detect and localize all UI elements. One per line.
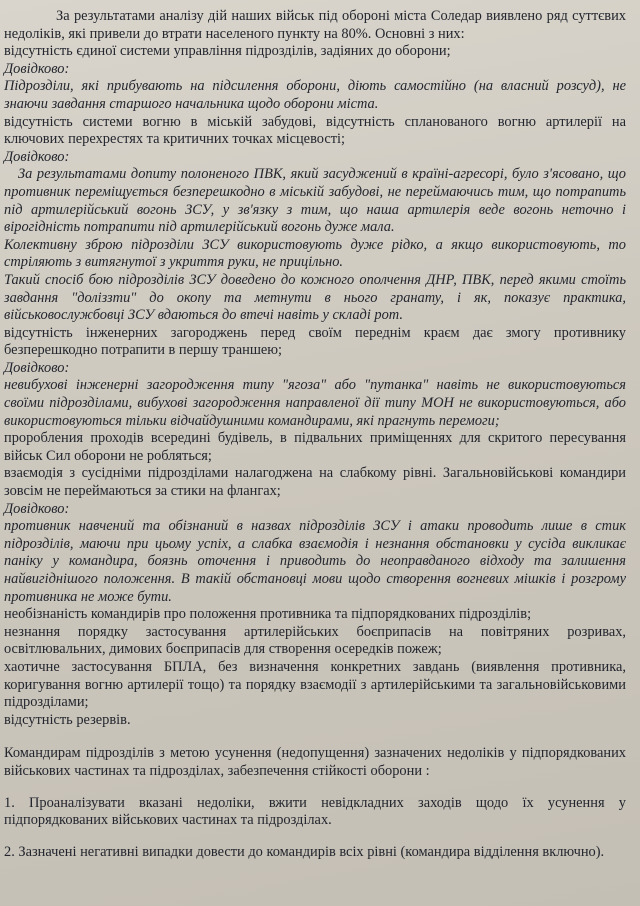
reference-note: противник навчений та обізнаний в назвах підрозділів ЗСУ і атаки проводить лише в стик підрозділів, маючи при цьому успіх, а слабка взаємодія і незнання обстановки у сусіда викликає паніку у командира, боязнь оточення і приводить до неоправданого відходу та залишення найвигіднішого положення. В такій обстановці мови щодо створення вогневих мішків і розгрому противника не може бути. — [4, 518, 626, 605]
reference-label: Довідково: — [4, 500, 70, 517]
deficiency-item: відсутність єдиної системи управління підрозділів, задіяних до оборони; — [4, 43, 451, 60]
deficiency-item: незнання порядку застосування артилерійських боєприпасів на повітряних розривах, освітлювальних, димових боєприпасів для створення осередків пожеж; — [4, 623, 626, 658]
deficiency-item: відсутність системи вогню в міській забудові, відсутність спланованого вогню артилерії на ключових перехрестях та критичних точках місцевості; — [4, 113, 626, 148]
deficiency-item: відсутність інженерних загороджень перед своїм переднім краєм дає змогу противнику безперешкодно потрапити в першу траншею; — [4, 324, 626, 359]
intro-paragraph: За результатами аналізу дій наших військ під обороні міста Соледар виявлено ряд суттєвих недоліків, які привели до втрати населеного пункту на 80%. Основні з них: — [4, 8, 626, 42]
reference-note: Колективну зброю підрозділи ЗСУ використовують дуже рідко, а якщо використовують, то стріляють з витягнутої з укриття руки, не прицільно. — [4, 236, 626, 271]
deficiency-item: взаємодія з сусідніми підрозділами налагоджена на слабкому рівні. Загальновійськові командири зовсім не переймаються за стики на флангах; — [4, 465, 626, 500]
point-1: 1. Проаналізувати вказані недоліки, вжити невідкладних заходів щодо їх усунення у підпорядкованих військових частинах та підрозділах. — [4, 794, 626, 829]
point-2: 2. Зазначені негативні випадки довести до командирів всіх рівні (командира відділення включно). — [4, 843, 605, 860]
deficiency-item: проробления проходів всередині будівель, в підвальних приміщеннях для скритого пересування військ Сил оборони не робляться; — [4, 430, 626, 464]
reference-label: Довідково: — [4, 359, 70, 376]
reference-label: Довідково: — [4, 60, 70, 77]
reference-note: За результатами допиту полоненого ПВК, який засуджений в країні-агресорі, було з'ясовано, що противник переміщується безперешкодно в міській забудові, не переймаючись тим, що потрапить під артилерійський вогонь ЗСУ, у зв'язку з тим, що наша артилерія веде вогонь неточно і вірогідність потрапити під артилерійський вогонь дуже мала. — [4, 166, 626, 236]
deficiency-item: необізнаність командирів про положення противника та підпорядкованих підрозділів; — [4, 606, 532, 623]
deficiency-item: хаотичне застосування БПЛА, без визначення конкретних завдань (виявлення противника, коригування вогню артилерії тощо) та порядку взаємодії з артилерійськими та загальновійськовими підрозділами; — [4, 658, 626, 711]
reference-note: Такий спосіб бою підрозділів ЗСУ доведено до кожного ополчення ДНР, ПВК, перед якими стоїть завдання "доліззти" до окопу та метнути в нього гранату, і як, показує практика, військовослужбовці ЗСУ вдаються до втечі навіть у складі рот. — [4, 271, 626, 324]
reference-note: Підрозділи, які прибувають на підсилення оборони, діють самостійно (на власний розсуд), не знаючи завдання старшого начальника щодо оборони міста. — [4, 78, 626, 112]
directive-paragraph: Командирам підрозділів з метою усунення (недопущення) зазначених недоліків у підпорядкованих військових частинах та підрозділах, забезпечення стійкості оборони : — [4, 745, 626, 779]
reference-note: невибухові інженерні загородження типу "ягоза" або "путанка" навіть не використовуються своїми підрозділами, вибухові загородження направленої дії типу МОН не використовуються, або використовуються тільки відчайдушними командирами, які прагнуть перемоги; — [4, 377, 626, 429]
deficiency-item: відсутність резервів. — [4, 711, 131, 728]
reference-label: Довідково: — [4, 148, 70, 165]
